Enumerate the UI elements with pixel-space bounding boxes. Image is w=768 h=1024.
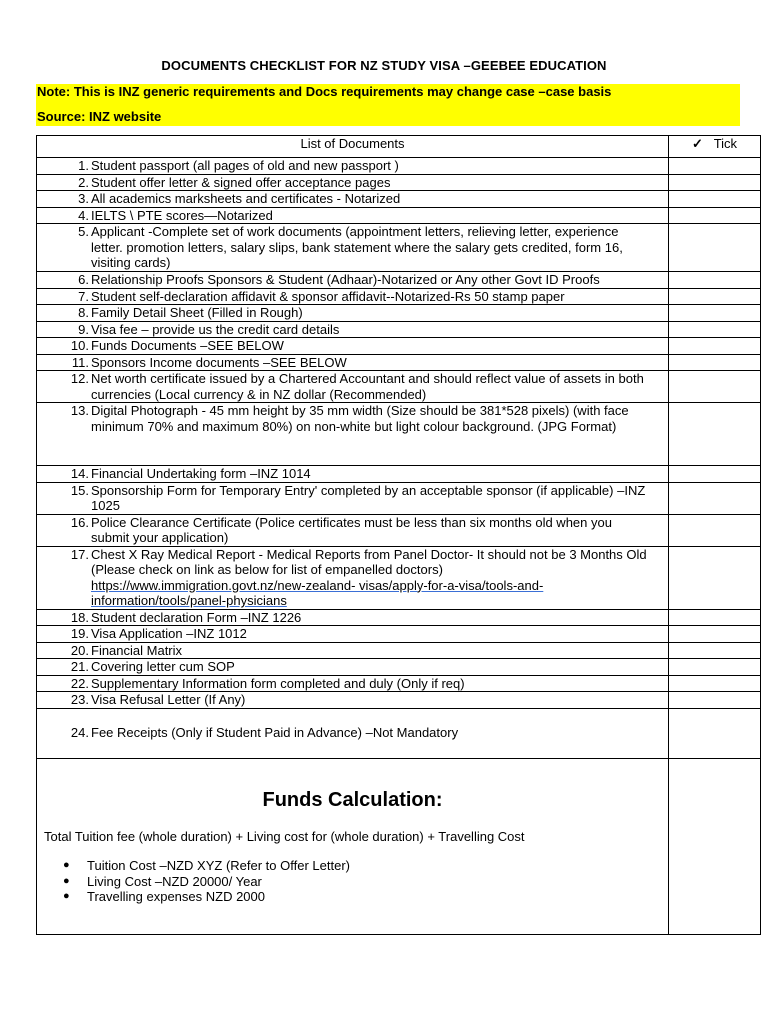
document-cell xyxy=(37,338,669,355)
item-number: 16. xyxy=(70,514,89,530)
tick-cell[interactable] xyxy=(669,692,761,709)
item-number: 3. xyxy=(78,191,89,206)
tick-cell[interactable] xyxy=(669,626,761,643)
table-row xyxy=(37,659,761,676)
item-text: Applicant -Complete set of work documents (appointment letters, relieving letter, experience letter. promotion letters, salary slips, bank statement where the salary gets credited, form 16, visiting cards) xyxy=(91,224,623,270)
page-title: DOCUMENTS CHECKLIST FOR NZ STUDY VISA –GEEBEE EDUCATION xyxy=(161,58,607,73)
table-row xyxy=(37,466,761,483)
table-row xyxy=(37,626,761,643)
item-number: 13. xyxy=(70,403,89,418)
tick-cell[interactable] xyxy=(669,174,761,191)
document-cell xyxy=(37,272,669,289)
tick-cell[interactable] xyxy=(669,191,761,208)
tick-cell[interactable] xyxy=(669,482,761,514)
table-row xyxy=(37,191,761,208)
item-number: 8. xyxy=(78,305,89,320)
tick-cell[interactable] xyxy=(669,708,761,758)
document-cell xyxy=(37,321,669,338)
tick-cell[interactable] xyxy=(669,546,761,609)
document-cell xyxy=(37,224,669,272)
table-row xyxy=(37,305,761,322)
funds-cell xyxy=(37,758,669,934)
list-item: ● Travelling expenses NZD 2000 xyxy=(63,889,265,904)
bullet-icon: ● xyxy=(63,890,70,902)
item-number: 17. xyxy=(70,546,89,562)
document-cell xyxy=(37,158,669,175)
item-text: Visa fee – provide us the credit card details xyxy=(91,321,340,337)
panel-physicians-link[interactable]: https://www.immigration.govt.nz/new-zealand- visas/apply-for-a-visa/tools-and-information/tools/panel-physicians xyxy=(91,577,544,608)
document-cell xyxy=(37,514,669,546)
item-number: 15. xyxy=(70,482,89,498)
tick-cell[interactable] xyxy=(669,659,761,676)
item-text: Student passport (all pages of old and new passport ) xyxy=(91,158,399,173)
tick-cell[interactable] xyxy=(669,272,761,289)
document-cell xyxy=(37,305,669,322)
item-text: Student declaration Form –INZ 1226 xyxy=(91,609,302,625)
item-text: Covering letter cum SOP xyxy=(91,659,235,674)
document-cell xyxy=(37,288,669,305)
item-text: IELTS \ PTE scores—Notarized xyxy=(91,207,273,223)
item-text: Chest X Ray Medical Report - Medical Reports from Panel Doctor- It should not be 3 Months Old (Please check on link as below for list of empanelled doctors) xyxy=(91,546,647,577)
item-number: 7. xyxy=(78,288,89,304)
table-row xyxy=(37,675,761,692)
item-text: Digital Photograph - 45 mm height by 35 mm width (Size should be 381*528 pixels) (with face minimum 70% and maximum 80%) on non-white but light colour background. (JPG Format) xyxy=(91,403,629,434)
document-cell xyxy=(37,708,669,758)
item-text: Student offer letter & signed offer acceptance pages xyxy=(91,174,391,190)
table-row xyxy=(37,708,761,758)
document-cell xyxy=(37,354,669,371)
document-cell xyxy=(37,371,669,403)
tick-cell[interactable] xyxy=(669,403,761,466)
item-text: Relationship Proofs Sponsors & Student (Adhaar)-Notarized or Any other Govt ID Proofs xyxy=(91,272,600,287)
table-row xyxy=(37,354,761,371)
item-number: 4. xyxy=(78,207,89,223)
document-cell xyxy=(37,403,669,466)
item-number: 11. xyxy=(71,354,89,370)
table-row xyxy=(37,371,761,403)
item-number: 18. xyxy=(70,609,89,625)
tick-cell[interactable] xyxy=(669,758,761,934)
tick-cell[interactable] xyxy=(669,158,761,175)
funds-row xyxy=(37,758,761,934)
item-number: 22. xyxy=(70,675,89,691)
item-text: Financial Undertaking form –INZ 1014 xyxy=(91,466,311,481)
item-number: 12. xyxy=(70,371,89,386)
table-row xyxy=(37,692,761,709)
document-cell xyxy=(37,546,669,609)
document-cell xyxy=(37,692,669,709)
document-cell xyxy=(37,191,669,208)
item-text: Student self-declaration affidavit & sponsor affidavit--Notarized-Rs 50 stamp paper xyxy=(91,288,565,304)
funds-formula: Total Tuition fee (whole duration) + Living cost for (whole duration) + Travelling Cost xyxy=(44,828,525,844)
item-text: Sponsorship Form for Temporary Entry' completed by an acceptable sponsor (if applicable) –INZ 1025 xyxy=(91,482,646,513)
item-text: Financial Matrix xyxy=(91,642,183,658)
item-number: 6. xyxy=(78,272,89,287)
tick-cell[interactable] xyxy=(669,224,761,272)
tick-cell[interactable] xyxy=(669,675,761,692)
tick-cell[interactable] xyxy=(669,305,761,322)
table-row xyxy=(37,158,761,175)
table-row xyxy=(37,272,761,289)
item-text: Police Clearance Certificate (Police certificates must be less than six months old when you submit your application) xyxy=(91,514,612,545)
check-icon: ✓ xyxy=(691,136,703,151)
item-number: 19. xyxy=(70,626,89,641)
table-row xyxy=(37,338,761,355)
document-cell xyxy=(37,482,669,514)
item-number: 9. xyxy=(78,321,89,337)
table-row xyxy=(37,403,761,466)
table-row xyxy=(37,224,761,272)
tick-cell[interactable] xyxy=(669,371,761,403)
documents-table xyxy=(36,135,761,935)
item-number: 1. xyxy=(78,158,89,173)
item-number: 24. xyxy=(70,725,89,741)
tick-cell[interactable] xyxy=(669,466,761,483)
item-number: 23. xyxy=(70,692,89,707)
item-text: Sponsors Income documents –SEE BELOW xyxy=(91,354,347,370)
document-cell xyxy=(37,675,669,692)
item-number: 20. xyxy=(70,642,89,658)
list-item: ● Tuition Cost –NZD XYZ (Refer to Offer Letter) xyxy=(63,858,350,873)
table-row xyxy=(37,207,761,224)
tick-cell[interactable] xyxy=(669,288,761,305)
note-text: Note: This is INZ generic requirements and Docs requirements may change case –case basis xyxy=(37,84,612,99)
item-text: All academics marksheets and certificates - Notarized xyxy=(91,191,401,206)
tick-cell[interactable] xyxy=(669,642,761,659)
tick-cell[interactable] xyxy=(669,609,761,626)
item-text: Family Detail Sheet (Filled in Rough) xyxy=(91,305,303,320)
document-cell xyxy=(37,626,669,643)
tick-label: Tick xyxy=(713,136,738,151)
tick-cell[interactable] xyxy=(669,321,761,338)
tick-cell[interactable] xyxy=(669,207,761,224)
item-number: 14. xyxy=(70,466,89,481)
item-number: 2. xyxy=(78,174,89,190)
document-cell xyxy=(37,609,669,626)
item-text: Supplementary Information form completed and duly (Only if req) xyxy=(91,675,465,691)
table-row xyxy=(37,642,761,659)
document-cell xyxy=(37,207,669,224)
item-number: 21. xyxy=(70,659,89,674)
table-row xyxy=(37,514,761,546)
table-row xyxy=(37,174,761,191)
item-text: Fee Receipts (Only if Student Paid in Advance) –Not Mandatory xyxy=(91,725,459,741)
table-row xyxy=(37,609,761,626)
table-row xyxy=(37,288,761,305)
bullet-icon: ● xyxy=(63,859,70,871)
bullet-icon: ● xyxy=(63,874,70,887)
table-row xyxy=(37,482,761,514)
table-header-row xyxy=(37,136,761,158)
item-text: Visa Application –INZ 1012 xyxy=(91,626,247,641)
tick-cell[interactable] xyxy=(669,514,761,546)
item-text: Visa Refusal Letter (If Any) xyxy=(91,692,246,707)
document-cell xyxy=(37,174,669,191)
item-text: Funds Documents –SEE BELOW xyxy=(91,338,284,353)
source-text: Source: INZ website xyxy=(37,109,162,124)
document-cell xyxy=(37,466,669,483)
tick-header xyxy=(669,136,761,158)
funds-list xyxy=(37,858,668,905)
item-number: 5. xyxy=(78,224,89,239)
tick-cell[interactable] xyxy=(669,354,761,371)
document-cell xyxy=(37,659,669,676)
list-item: ● Living Cost –NZD 20000/ Year xyxy=(63,873,262,889)
table-row xyxy=(37,321,761,338)
tick-cell[interactable] xyxy=(669,338,761,355)
item-text: Net worth certificate issued by a Chartered Accountant and should reflect value of assets in both currencies (Local currency & in NZ dollar (Recommended) xyxy=(91,371,644,402)
table-row xyxy=(37,546,761,609)
list-header: List of Documents xyxy=(37,136,669,158)
funds-title: Funds Calculation: xyxy=(262,788,443,811)
item-number: 10. xyxy=(70,338,89,353)
document-cell xyxy=(37,642,669,659)
